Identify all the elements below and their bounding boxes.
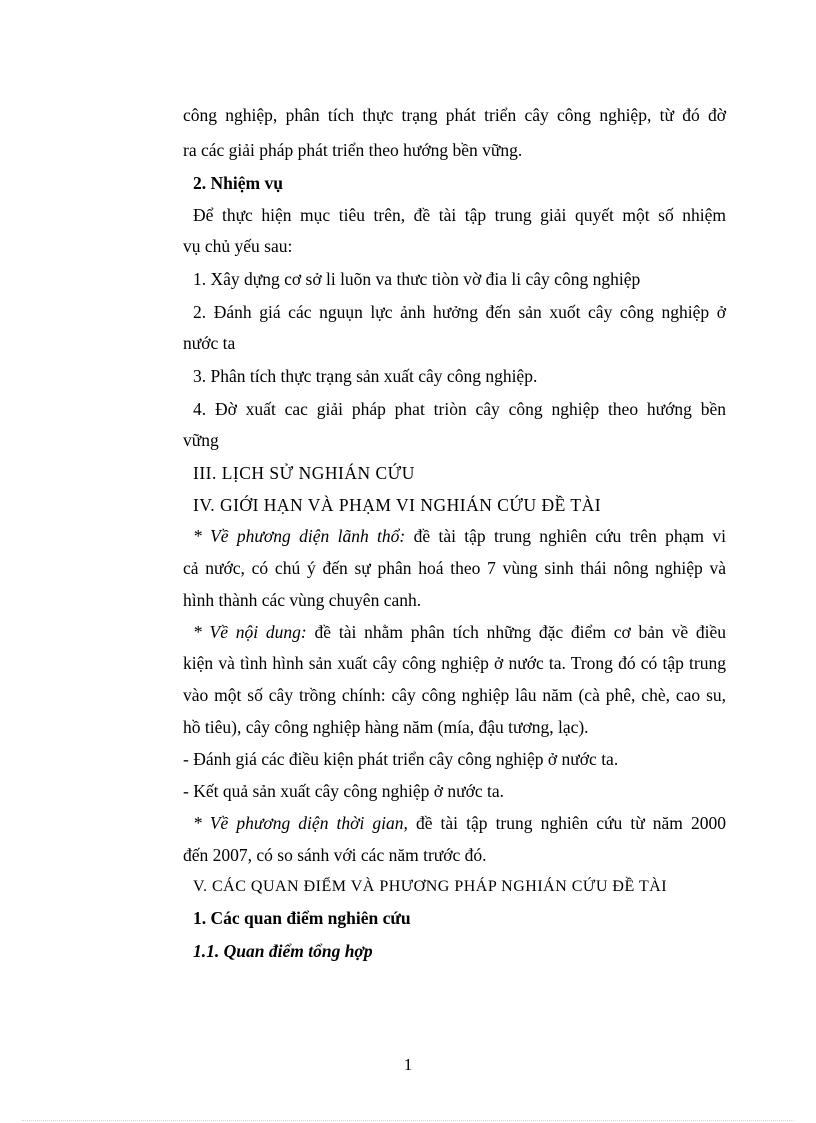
scope-content-line-1: * Về nội dung: đề tài nhằm phân tích những đặc điểm cơ bản về điều: [193, 622, 726, 642]
subsection-heading-1-1: 1.1. Quan điểm tổng hợp: [193, 941, 373, 961]
bullet-results: - Kết quả sản xuất cây công nghiệp ở nước ta.: [183, 781, 505, 801]
scope-content-label: * Về nội dung:: [193, 622, 307, 642]
paragraph-line-3: Để thực hiện mục tiêu trên, đề tài tập trung giải quyết một số nhiệm: [193, 205, 726, 225]
scope-time-line-1: * Về phương diện thời gian, đề tài tập trung nghiên cứu từ năm 2000: [193, 813, 726, 833]
task-item-2-cont: nước ta: [183, 333, 236, 353]
task-item-4-cont: vững: [183, 430, 219, 450]
paragraph-line-2: ra các giải pháp phát triển theo hướng bền vững.: [183, 140, 523, 160]
section-heading-v: V. CÁC QUAN ĐIỂM VÀ PHƯƠNG PHÁP NGHIÁN CỨU ĐỀ TÀI: [193, 878, 668, 895]
section-heading-iv: IV. GIỚI HẠN VÀ PHẠM VI NGHIÁN CỨU ĐỀ TÀI: [193, 495, 602, 515]
scope-time-label: * Về phương diện thời gian,: [193, 813, 408, 833]
task-item-2: 2. Đánh giá các nguụn lực ảnh hưởng đến sản xuốt cây công nghiệp ở: [193, 302, 726, 322]
task-item-4: 4. Đờ xuất cac giải pháp phat triòn cây công nghiệp theo hướng bền: [193, 399, 726, 419]
scope-territory-line-2: cả nước, có chú ý đến sự phân hoá theo 7 vùng sinh thái nông nghiệp và: [183, 558, 726, 578]
page-number: 1: [403, 1055, 413, 1074]
scope-territory-label: * Về phương diện lãnh thổ:: [193, 526, 406, 546]
scope-content-line-2: kiện và tình hình sản xuất cây công nghiệp ở nước ta. Trong đó có tập trung: [183, 653, 726, 673]
paragraph-line-1: công nghiệp, phân tích thực trạng phát triển cây công nghiệp, từ đó đờ: [183, 105, 726, 125]
section-heading-nhiem-vu: 2. Nhiệm vụ: [193, 173, 283, 193]
task-item-1: 1. Xây dựng cơ sở li luõn va thưc tiòn vờ đia li cây công nghiệp: [193, 269, 641, 289]
scope-territory-line-3: hình thành các vùng chuyên canh.: [183, 590, 422, 610]
task-item-3: 3. Phân tích thực trạng sản xuất cây công nghiệp.: [193, 366, 538, 386]
bullet-conditions: - Đánh giá các điều kiện phát triển cây công nghiệp ở nước ta.: [183, 749, 619, 769]
subsection-heading-1: 1. Các quan điểm nghiên cứu: [193, 908, 411, 928]
scope-territory-line-1: * Về phương diện lãnh thổ: đề tài tập trung nghiên cứu trên phạm vi: [193, 526, 726, 546]
scope-content-line-4: hồ tiêu), cây công nghiệp hàng năm (mía, đậu tương, lạc).: [183, 717, 589, 737]
footer-divider: [22, 1120, 794, 1121]
section-heading-iii: III. LỊCH SỬ NGHIÁN CỨU: [193, 463, 415, 483]
scope-content-line-3: vào một số cây trồng chính: cây công nghiệp lâu năm (cà phê, chè, cao su,: [183, 685, 726, 705]
paragraph-line-4: vụ chủ yếu sau:: [183, 236, 293, 256]
scope-time-line-2: đến 2007, có so sánh với các năm trước đó.: [183, 845, 487, 865]
